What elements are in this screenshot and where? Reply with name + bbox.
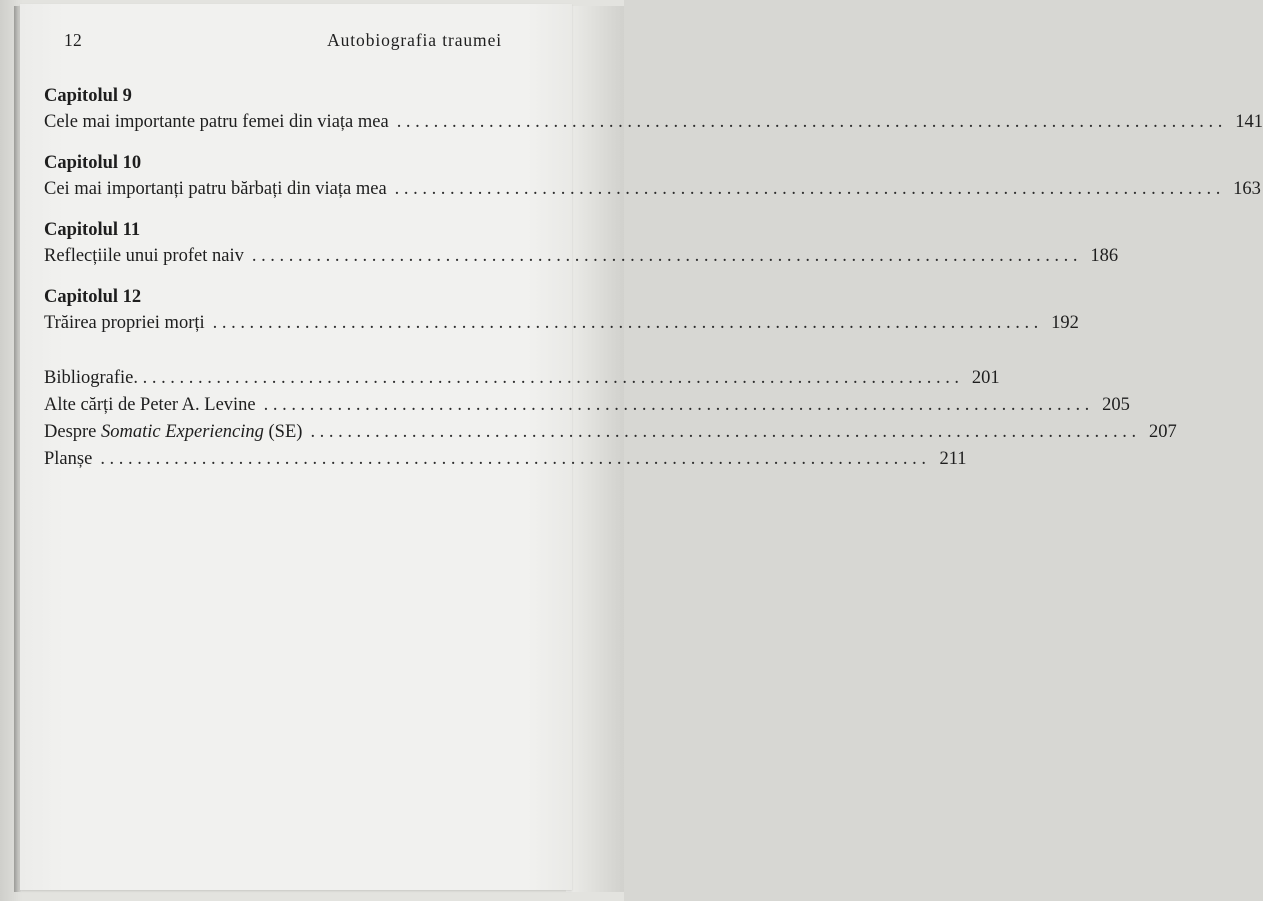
toc-entry[interactable] (44, 419, 1177, 446)
header-page-number: 12 (64, 30, 83, 50)
dot-leader: .......................................................................................... (310, 422, 1141, 442)
toc-entry[interactable] (44, 310, 1079, 337)
toc-chapter (44, 84, 1263, 136)
entry-page-number: 207 (1148, 422, 1177, 442)
toc-chapter (44, 285, 1079, 337)
entry-title: Trăirea propriei morți (44, 313, 205, 333)
entry-title: Reflecțiile unui profet naiv (44, 246, 244, 266)
entry-title: Planșe (44, 449, 93, 469)
toc-backmatter (44, 365, 1177, 473)
entry-title: Cei mai importanți patru bărbați din viața mea (44, 179, 387, 199)
entry-title-suffix: (SE) (263, 422, 303, 442)
toc-entry[interactable] (44, 243, 1119, 270)
entry-title (44, 419, 302, 445)
toc-entry[interactable] (44, 176, 1261, 203)
chapter-label: Capitolul 9 (44, 86, 132, 106)
dot-leader: .......................................................................................... (263, 395, 1094, 415)
entry-title: Bibliografie (44, 368, 134, 388)
entry-page-number: 211 (939, 449, 967, 469)
entry-page-number: 186 (1090, 246, 1119, 266)
entry-title-italic: Somatic Experiencing (101, 422, 264, 442)
chapter-label: Capitolul 12 (44, 287, 142, 307)
entry-page-number: 205 (1102, 395, 1130, 415)
entry-page-number: 192 (1051, 313, 1079, 333)
entry-page-number: 163 (1233, 179, 1261, 199)
entry-page-number: 201 (971, 368, 1000, 388)
dot-leader: .......................................................................................... (100, 449, 931, 469)
entry-title: Cele mai importante patru femei din viața mea (44, 112, 389, 132)
toc-chapter (44, 151, 1261, 203)
header-book-title: Autobiografia traumei (327, 30, 502, 50)
toc-entry[interactable] (44, 109, 1263, 136)
entry-page-number: 141 (1235, 112, 1263, 132)
dot-leader: .......................................................................................... (251, 246, 1083, 266)
toc-entry[interactable] (44, 392, 1130, 419)
dot-leader: .......................................................................................... (394, 179, 1225, 199)
toc-chapter (44, 218, 1119, 270)
chapter-label: Capitolul 10 (44, 153, 142, 173)
dot-leader: .......................................................................................... (396, 112, 1227, 132)
table-of-contents (44, 84, 1263, 473)
dot-leader: .......................................................................................... (133, 368, 964, 388)
toc-entry[interactable] (44, 365, 1000, 392)
running-header (64, 30, 502, 51)
toc-entry[interactable] (44, 446, 967, 473)
chapter-label: Capitolul 11 (44, 220, 141, 240)
dot-leader: .......................................................................................... (212, 313, 1043, 333)
entry-title: Alte cărți de Peter A. Levine (44, 395, 256, 415)
entry-title-prefix: Despre (44, 422, 102, 442)
